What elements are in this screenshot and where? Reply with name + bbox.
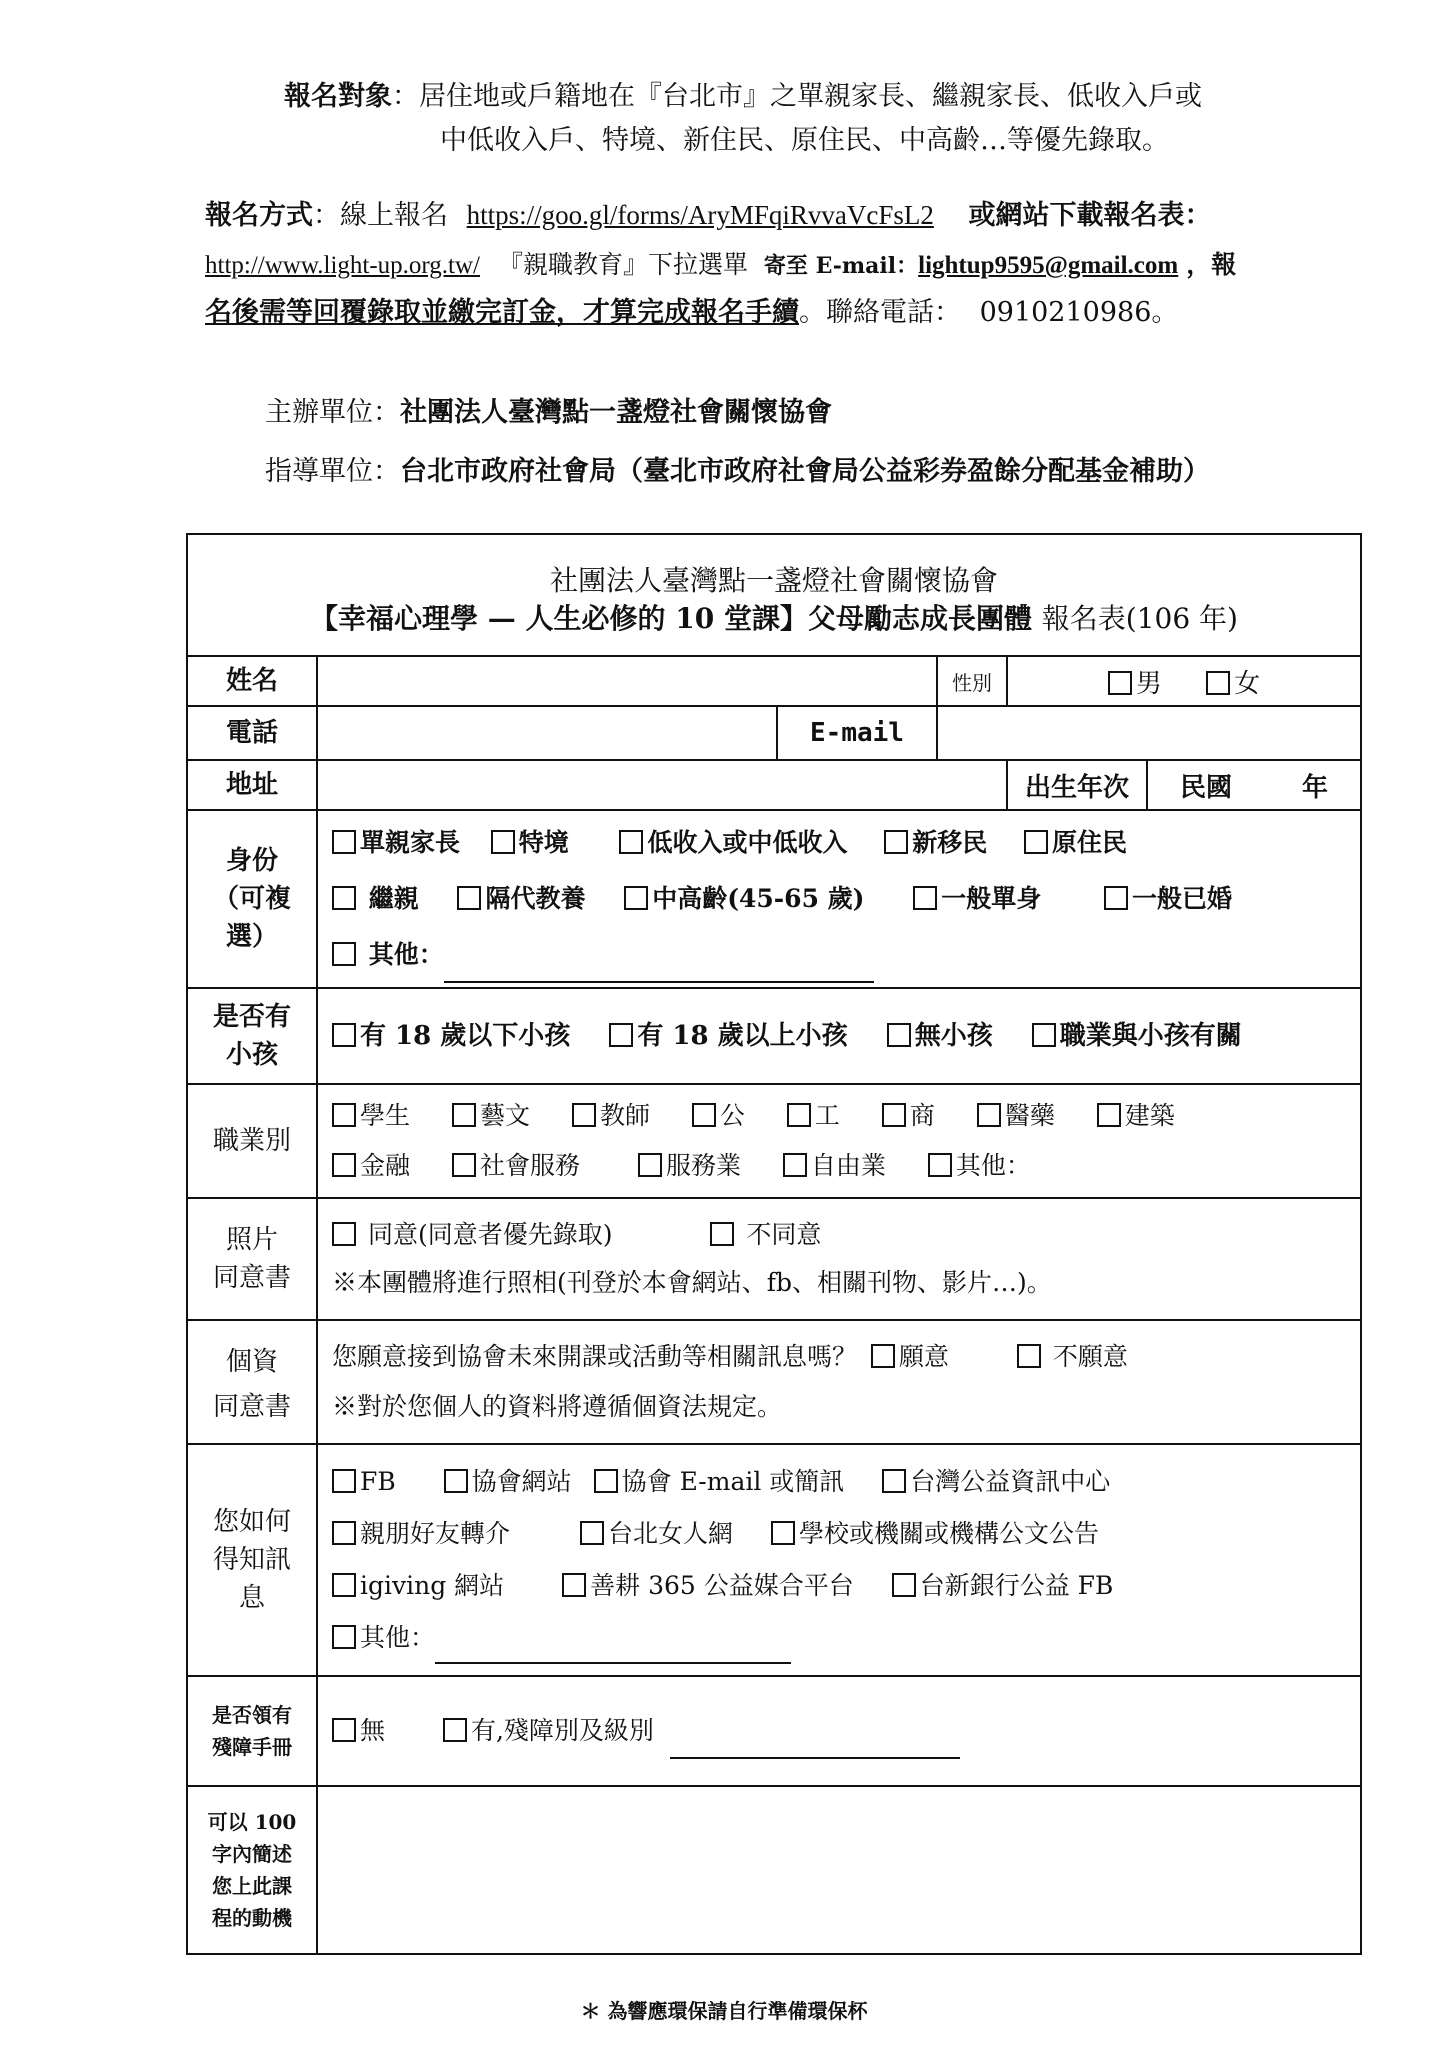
disability-label-2: 殘障手冊 [212,1735,292,1759]
address-label: 地址 [187,760,317,810]
identity-other-field[interactable] [444,953,874,983]
source-label-1: 您如何 [212,1507,291,1537]
job-checkbox[interactable] [332,1153,356,1177]
form-title-course [188,600,1360,638]
job-option[interactable] [692,1091,745,1141]
gender-female-checkbox[interactable] [1206,671,1230,695]
privacy-consent-options [317,1320,1361,1444]
source-label [187,1444,317,1676]
email-link[interactable]: lightup9595@gmail.com [918,252,1179,279]
method-text-5: ，報 [1186,250,1237,279]
source-checkbox[interactable] [332,1573,356,1597]
job-option[interactable] [1097,1091,1175,1141]
disability-label-1: 是否領有 [212,1703,292,1727]
phone-label: 電話 [187,706,317,760]
source-option[interactable] [594,1456,845,1508]
identity-label-1: 身份 [225,846,278,876]
kids-checkbox[interactable] [332,1023,356,1047]
photo-label-2: 同意書 [212,1263,291,1293]
disability-none-option[interactable] [332,1703,385,1759]
privacy-label-2: 同意書 [212,1392,291,1422]
kids-option[interactable] [887,1008,993,1064]
source-option-label: 台北女人網 [607,1519,733,1548]
identity-checkbox[interactable] [1104,886,1128,910]
identity-checkbox[interactable] [332,886,356,910]
source-other-field[interactable] [435,1636,791,1664]
identity-other-option[interactable] [332,927,874,983]
identity-checkbox[interactable] [624,886,648,910]
birth-prefix: 民國 [1180,772,1233,803]
method-line-1 [205,198,1211,233]
kids-option-label: 有 18 歲以上小孩 [637,1021,848,1051]
source-option[interactable] [332,1456,396,1508]
disability-yes-label: 有,殘障別及級別 [470,1716,654,1745]
guide-line [265,455,1210,489]
job-option-label: 藝文 [479,1101,530,1130]
birth-suffix: 年 [1302,772,1329,803]
job-checkbox[interactable] [638,1153,662,1177]
job-option-label: 金融 [360,1151,411,1180]
privacy-note: ※對於您個人的資料將遵循個資法規定。 [332,1392,783,1421]
form-title-org: 社團法人臺灣點一盞燈社會關懷協會 [550,564,999,597]
kids-option-label: 有 18 歲以下小孩 [360,1021,571,1051]
job-options [317,1084,1361,1198]
gender-options [1007,656,1361,706]
target-text-2: 中低收入戶、特境、新住民、原住民、中高齡…等優先錄取。 [440,125,1169,156]
source-option-label: 協會網站 [471,1467,572,1496]
email-label: E-mail [777,706,937,760]
disability-options [317,1676,1361,1786]
identity-checkbox[interactable] [913,886,937,910]
identity-option-label: 中高齡(45-65 歲) [652,884,865,913]
job-checkbox[interactable] [783,1153,807,1177]
form-title-suffix: 報名表(106 年) [1041,602,1238,635]
target-line-1 [284,80,1202,114]
gender-male-checkbox[interactable] [1108,671,1132,695]
photo-note: ※本團體將進行照相(刊登於本會網站、fb、相關刊物、影片…)。 [332,1268,1052,1297]
job-other-label: 其他： [955,1151,1031,1180]
photo-agree-option[interactable] [332,1211,612,1259]
form-title-course-name: 【幸福心理學 — 人生必修的 10 堂課】父母勵志成長團體 [310,602,1033,635]
motive-label-2: 字內簡述 [212,1842,292,1866]
job-checkbox[interactable] [882,1103,906,1127]
source-label-2: 得知訊 [212,1545,291,1575]
identity-option-label: 一般單身 [941,884,1042,913]
method-text-2: 或網站下載報名表： [968,200,1212,231]
method-line-2 [205,248,1236,283]
job-option[interactable] [977,1091,1055,1141]
identity-other-label: 其他： [368,940,444,969]
job-option[interactable] [572,1091,650,1141]
contact-phone: 0910210986 [979,297,1152,328]
photo-consent-options [317,1198,1361,1320]
motive-field[interactable] [317,1786,1361,1954]
identity-option-label: 一般已婚 [1131,884,1232,913]
job-option[interactable] [332,1141,410,1191]
job-checkbox[interactable] [787,1103,811,1127]
registration-form [186,533,1362,1955]
identity-label-2: （可複 [212,884,291,914]
source-options [317,1444,1361,1676]
motive-label-4: 程的動機 [212,1906,292,1930]
job-checkbox[interactable] [977,1103,1001,1127]
job-option[interactable] [452,1091,530,1141]
kids-option[interactable] [1032,1008,1242,1064]
job-checkbox[interactable] [332,1103,356,1127]
source-option[interactable] [332,1560,504,1612]
job-option[interactable] [783,1141,886,1191]
job-option-label: 教師 [599,1101,650,1130]
privacy-yes-checkbox[interactable] [871,1344,895,1368]
privacy-no-checkbox[interactable] [1017,1344,1041,1368]
birth-field[interactable] [1147,760,1361,810]
job-option-label: 公 [719,1101,745,1130]
organizer-name: 社團法人臺灣點一盞燈社會關懷協會 [400,397,832,428]
job-label: 職業別 [187,1084,317,1198]
kids-option[interactable] [332,1008,570,1064]
identity-options [317,810,1361,988]
identity-option[interactable] [332,871,419,927]
target-label: 報名對象 [284,81,392,112]
name-label: 姓名 [187,656,317,706]
disability-label [187,1676,317,1786]
method-text-3: 『親職教育』下拉選單 [497,250,748,279]
identity-option[interactable] [1104,871,1232,927]
identity-checkbox[interactable] [332,830,356,854]
job-checkbox[interactable] [572,1103,596,1127]
source-label-3: 息 [238,1583,265,1613]
job-option-label: 工 [814,1101,840,1130]
gender-female-option[interactable] [1206,663,1260,700]
job-option[interactable] [882,1091,935,1141]
source-option-label: 台灣公益資訊中心 [910,1467,1111,1496]
source-checkbox[interactable] [444,1469,468,1493]
disability-none-label: 無 [360,1716,386,1745]
privacy-yes-option[interactable] [871,1332,949,1382]
guide-name: 台北市政府社會局（臺北市政府社會局公益彩券盈餘分配基金補助） [400,456,1210,487]
address-field[interactable] [317,760,1007,810]
identity-label [187,810,317,988]
method-line-3 [205,296,1178,330]
photo-label-1: 照片 [225,1225,278,1255]
disability-yes-checkbox[interactable] [443,1718,467,1742]
job-checkbox[interactable] [1097,1103,1121,1127]
job-checkbox[interactable] [452,1103,476,1127]
kids-checkbox[interactable] [887,1023,911,1047]
identity-option[interactable] [884,815,987,871]
source-option-label: igiving 網站 [360,1571,505,1600]
identity-option[interactable] [619,815,847,871]
motive-label-3: 您上此課 [212,1874,292,1898]
gender-label: 性別 [937,656,1007,706]
identity-option[interactable] [491,815,569,871]
kids-label [187,988,317,1084]
identity-option[interactable] [457,871,585,927]
source-checkbox[interactable] [332,1469,356,1493]
name-field[interactable] [317,656,937,706]
identity-checkbox[interactable] [457,886,481,910]
privacy-label-1: 個資 [225,1347,278,1377]
source-checkbox[interactable] [892,1573,916,1597]
form-url-link[interactable]: https://goo.gl/forms/AryMFqiRvvaVcFsL2 [466,200,934,230]
kids-label-2: 小孩 [225,1040,278,1070]
photo-disagree-option[interactable] [710,1211,821,1259]
organizer-label: 主辦單位： [265,397,400,428]
job-checkbox[interactable] [692,1103,716,1127]
gender-male-label: 男 [1135,668,1162,699]
source-option-label: 台新銀行公益 FB [919,1571,1114,1600]
privacy-yes-label: 願意 [898,1342,949,1371]
target-text: ：居住地或戶籍地在『台北市』之單親家長、繼親家長、低收入戶或 [392,81,1202,112]
job-option-label: 商 [909,1101,935,1130]
source-option-label: 學校或機關或機構公文公告 [798,1519,1099,1548]
kids-checkbox[interactable] [1032,1023,1056,1047]
job-option-label: 學生 [360,1101,411,1130]
privacy-no-option[interactable] [1017,1332,1128,1382]
job-option-label: 服務業 [665,1151,741,1180]
identity-option-label: 原住民 [1051,828,1127,857]
kids-option-label: 無小孩 [914,1021,993,1051]
method-text-4: 寄至 E-mail： [763,253,919,279]
guide-label: 指導單位： [265,456,400,487]
source-checkbox[interactable] [771,1521,795,1545]
source-checkbox[interactable] [882,1469,906,1493]
source-option[interactable] [332,1508,510,1560]
method-text-8: 。 [1151,297,1179,328]
gender-male-option[interactable] [1108,663,1162,700]
photo-disagree-checkbox[interactable] [710,1222,734,1246]
identity-option-label: 特境 [518,828,569,857]
email-field[interactable] [937,706,1361,760]
source-option-label: 親朋好友轉介 [360,1519,511,1548]
identity-label-3: 選） [225,922,278,952]
job-option-label: 社會服務 [479,1151,580,1180]
kids-checkbox[interactable] [609,1023,633,1047]
disability-detail-field[interactable] [670,1733,960,1759]
identity-option-label: 隔代教養 [485,884,586,913]
identity-option-label: 低收入或中低收入 [647,828,848,857]
source-checkbox[interactable] [580,1521,604,1545]
birth-label: 出生年次 [1007,760,1147,810]
job-option-label: 自由業 [810,1151,886,1180]
motive-label-1: 可以 100 [207,1810,297,1834]
job-option[interactable] [638,1141,741,1191]
source-checkbox[interactable] [332,1521,356,1545]
source-checkbox[interactable] [594,1469,618,1493]
identity-other-checkbox[interactable] [332,942,356,966]
kids-label-1: 是否有 [212,1002,291,1032]
identity-option[interactable] [332,815,460,871]
identity-option[interactable] [913,871,1041,927]
job-checkbox[interactable] [452,1153,476,1177]
kids-options [317,988,1361,1084]
privacy-question: 您願意接到協會未來開課或活動等相關訊息嗎？ [332,1342,858,1371]
identity-option-label: 單親家長 [360,828,461,857]
identity-option-label: 新移民 [912,828,988,857]
disability-yes-option[interactable] [443,1703,960,1759]
identity-option[interactable] [1024,815,1127,871]
photo-disagree-label: 不同意 [746,1220,822,1249]
source-option-label: 協會 E-mail 或簡訊 [621,1467,845,1496]
method-text-1: ：線上報名 [313,200,448,231]
source-checkbox[interactable] [562,1573,586,1597]
form-title [187,534,1361,656]
identity-option-label: 繼親 [368,884,419,913]
source-option[interactable] [882,1456,1110,1508]
job-option[interactable] [332,1091,410,1141]
method-text-6: 名後需等回覆錄取並繳完訂金，才算完成報名手續 [205,297,799,328]
source-option[interactable] [892,1560,1114,1612]
job-option[interactable] [452,1141,580,1191]
source-other-label: 其他： [360,1623,436,1652]
photo-agree-label: 同意(同意者優先錄取) [367,1220,613,1249]
source-option[interactable] [580,1508,733,1560]
identity-checkbox[interactable] [619,830,643,854]
target-line-2 [440,124,1169,158]
footer-note: ＊ 為響應環保請自行準備環保杯 [580,1999,868,2023]
website-url-link[interactable]: http://www.light-up.org.tw/ [205,252,480,279]
identity-option[interactable] [624,871,864,927]
method-label: 報名方式 [205,200,313,231]
organizer-line [265,396,832,430]
privacy-no-label: 不願意 [1052,1342,1128,1371]
kids-option-label: 職業與小孩有關 [1059,1021,1242,1051]
source-option-label: FB [360,1467,396,1496]
source-option[interactable] [444,1456,572,1508]
phone-field[interactable] [317,706,777,760]
job-other-checkbox[interactable] [928,1153,952,1177]
source-other-option[interactable] [332,1612,791,1664]
privacy-consent-label [187,1320,317,1444]
job-option[interactable] [787,1091,840,1141]
source-option[interactable] [771,1508,1099,1560]
source-option[interactable] [562,1560,854,1612]
motive-label [187,1786,317,1954]
gender-female-label: 女 [1234,668,1261,699]
job-option-label: 建築 [1124,1101,1175,1130]
method-text-7: 。聯絡電話： [799,297,961,328]
identity-checkbox[interactable] [884,830,908,854]
photo-consent-label [187,1198,317,1320]
job-option-label: 醫藥 [1004,1101,1055,1130]
source-option-label: 善耕 365 公益媒合平台 [590,1571,854,1600]
identity-checkbox[interactable] [1024,830,1048,854]
job-other-option[interactable] [928,1141,1031,1191]
identity-checkbox[interactable] [491,830,515,854]
disability-none-checkbox[interactable] [332,1718,356,1742]
photo-agree-checkbox[interactable] [332,1222,356,1246]
kids-option[interactable] [609,1008,847,1064]
source-other-checkbox[interactable] [332,1625,356,1649]
